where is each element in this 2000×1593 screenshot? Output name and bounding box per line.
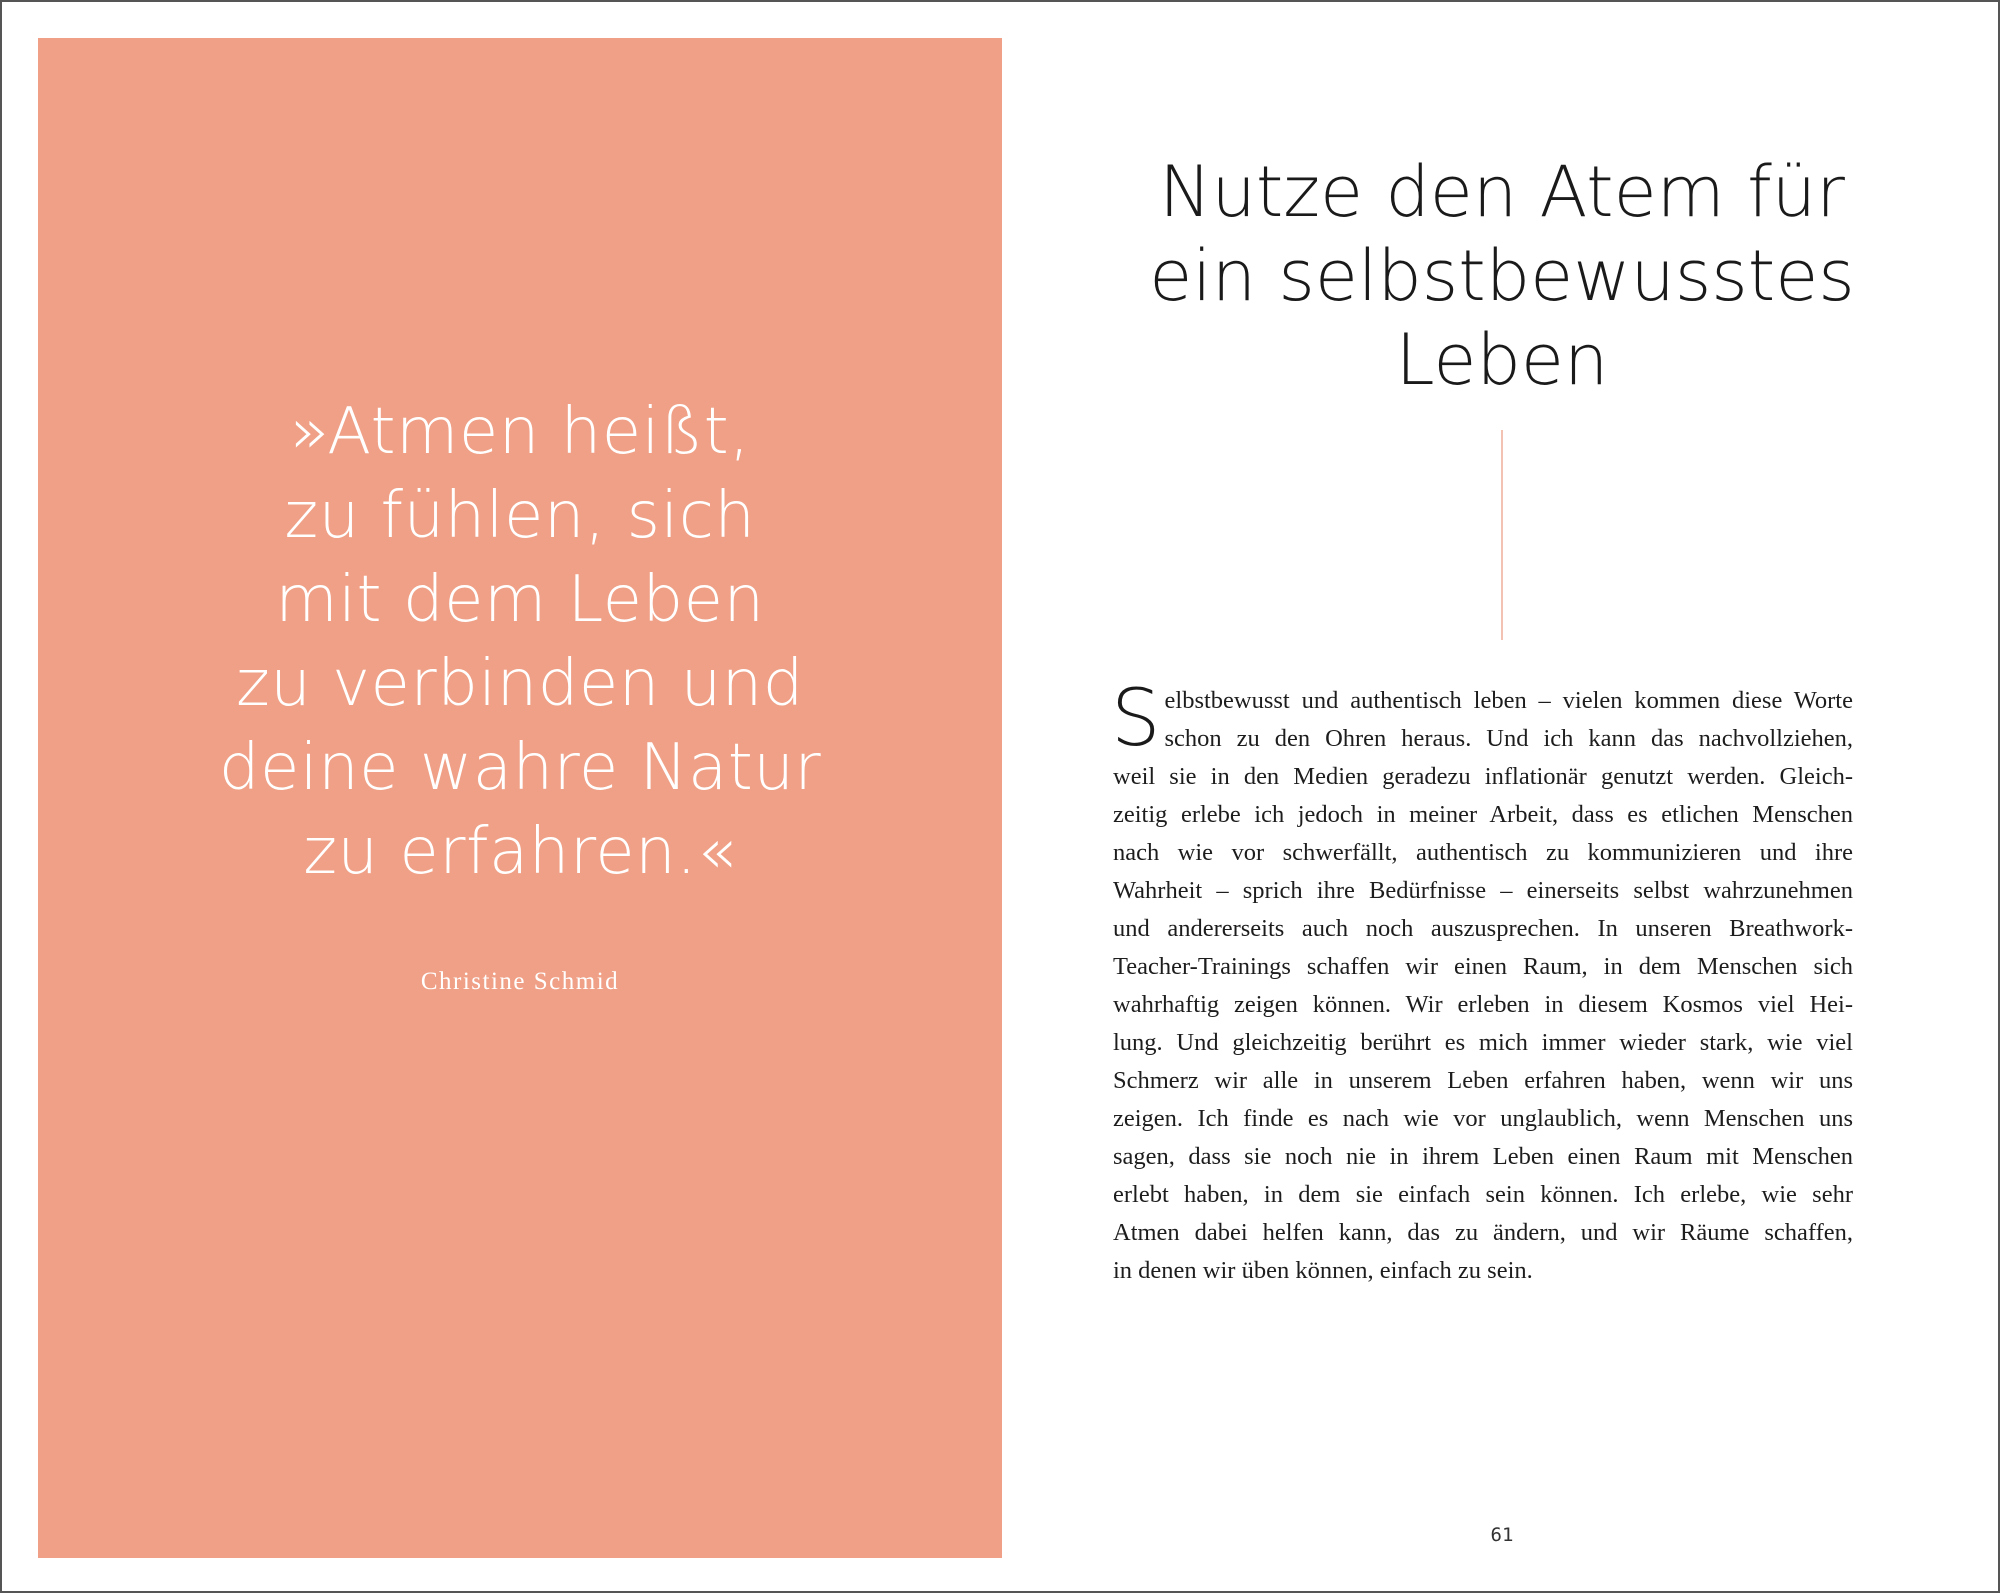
quote-panel bbox=[38, 38, 1002, 1558]
body-line: lung. Und gleichzeitig berührt es mich immer wieder stark, wie viel bbox=[1113, 1029, 1853, 1056]
body-line: zeitig erlebe ich jedoch in meiner Arbeit, dass es etlichen Menschen bbox=[1113, 801, 1853, 828]
page-number: 61 bbox=[1490, 1524, 1514, 1546]
quote-line: zu erfahren.« bbox=[303, 815, 737, 889]
body-line: weil sie in den Medien geradezu inflationär genutzt werden. Gleich- bbox=[1113, 763, 1853, 790]
body-line: wahrhaftig zeigen können. Wir erleben in diesem Kosmos viel Hei- bbox=[1113, 991, 1853, 1018]
body-line: sagen, dass sie noch nie in ihrem Leben einen Raum mit Menschen bbox=[1113, 1143, 1853, 1170]
body-line: Schmerz wir alle in unserem Leben erfahren haben, wenn wir uns bbox=[1113, 1067, 1853, 1094]
body-line: nach wie vor schwerfällt, authentisch zu kommunizieren und ihre bbox=[1113, 839, 1853, 866]
headline-line: Leben bbox=[1395, 319, 1609, 401]
quote-author: Christine Schmid bbox=[420, 968, 620, 995]
body-line: zeigen. Ich finde es nach wie vor unglaublich, wenn Menschen uns bbox=[1113, 1105, 1853, 1132]
body-line: elbstbewusst und authentisch leben – vielen kommen diese Worte bbox=[1164, 687, 1853, 714]
body-line: erlebt haben, in dem sie einfach sein können. Ich erlebe, wie sehr bbox=[1113, 1181, 1853, 1208]
body-paragraph bbox=[1111, 674, 1853, 1290]
headline-line: ein selbstbewusstes bbox=[1149, 235, 1855, 317]
pull-quote bbox=[38, 390, 1002, 894]
body-line: schon zu den Ohren heraus. Und ich kann das nachvollziehen, bbox=[1164, 725, 1853, 752]
quote-line: deine wahre Natur bbox=[218, 731, 822, 805]
chapter-headline bbox=[1042, 150, 1962, 402]
headline-line: Nutze den Atem für bbox=[1159, 151, 1845, 233]
body-line: Atmen dabei helfen kann, das zu ändern, und wir Räume schaffen, bbox=[1113, 1219, 1853, 1246]
drop-cap: S bbox=[1111, 674, 1161, 764]
body-line: und andererseits auch noch auszusprechen. In unseren Breathwork- bbox=[1113, 915, 1853, 942]
quote-line: »Atmen heißt, bbox=[289, 395, 751, 469]
quote-line: zu fühlen, sich bbox=[284, 479, 756, 553]
body-line: Wahrheit – sprich ihre Bedürfnisse – einerseits selbst wahrzunehmen bbox=[1113, 877, 1853, 904]
vertical-divider bbox=[1501, 430, 1503, 640]
quote-line: zu verbinden und bbox=[236, 647, 804, 721]
body-line: Teacher-Trainings schaffen wir einen Raum, in dem Menschen sich bbox=[1113, 953, 1853, 980]
body-line: in denen wir üben können, einfach zu sein. bbox=[1113, 1257, 1533, 1284]
quote-line: mit dem Leben bbox=[275, 563, 765, 637]
